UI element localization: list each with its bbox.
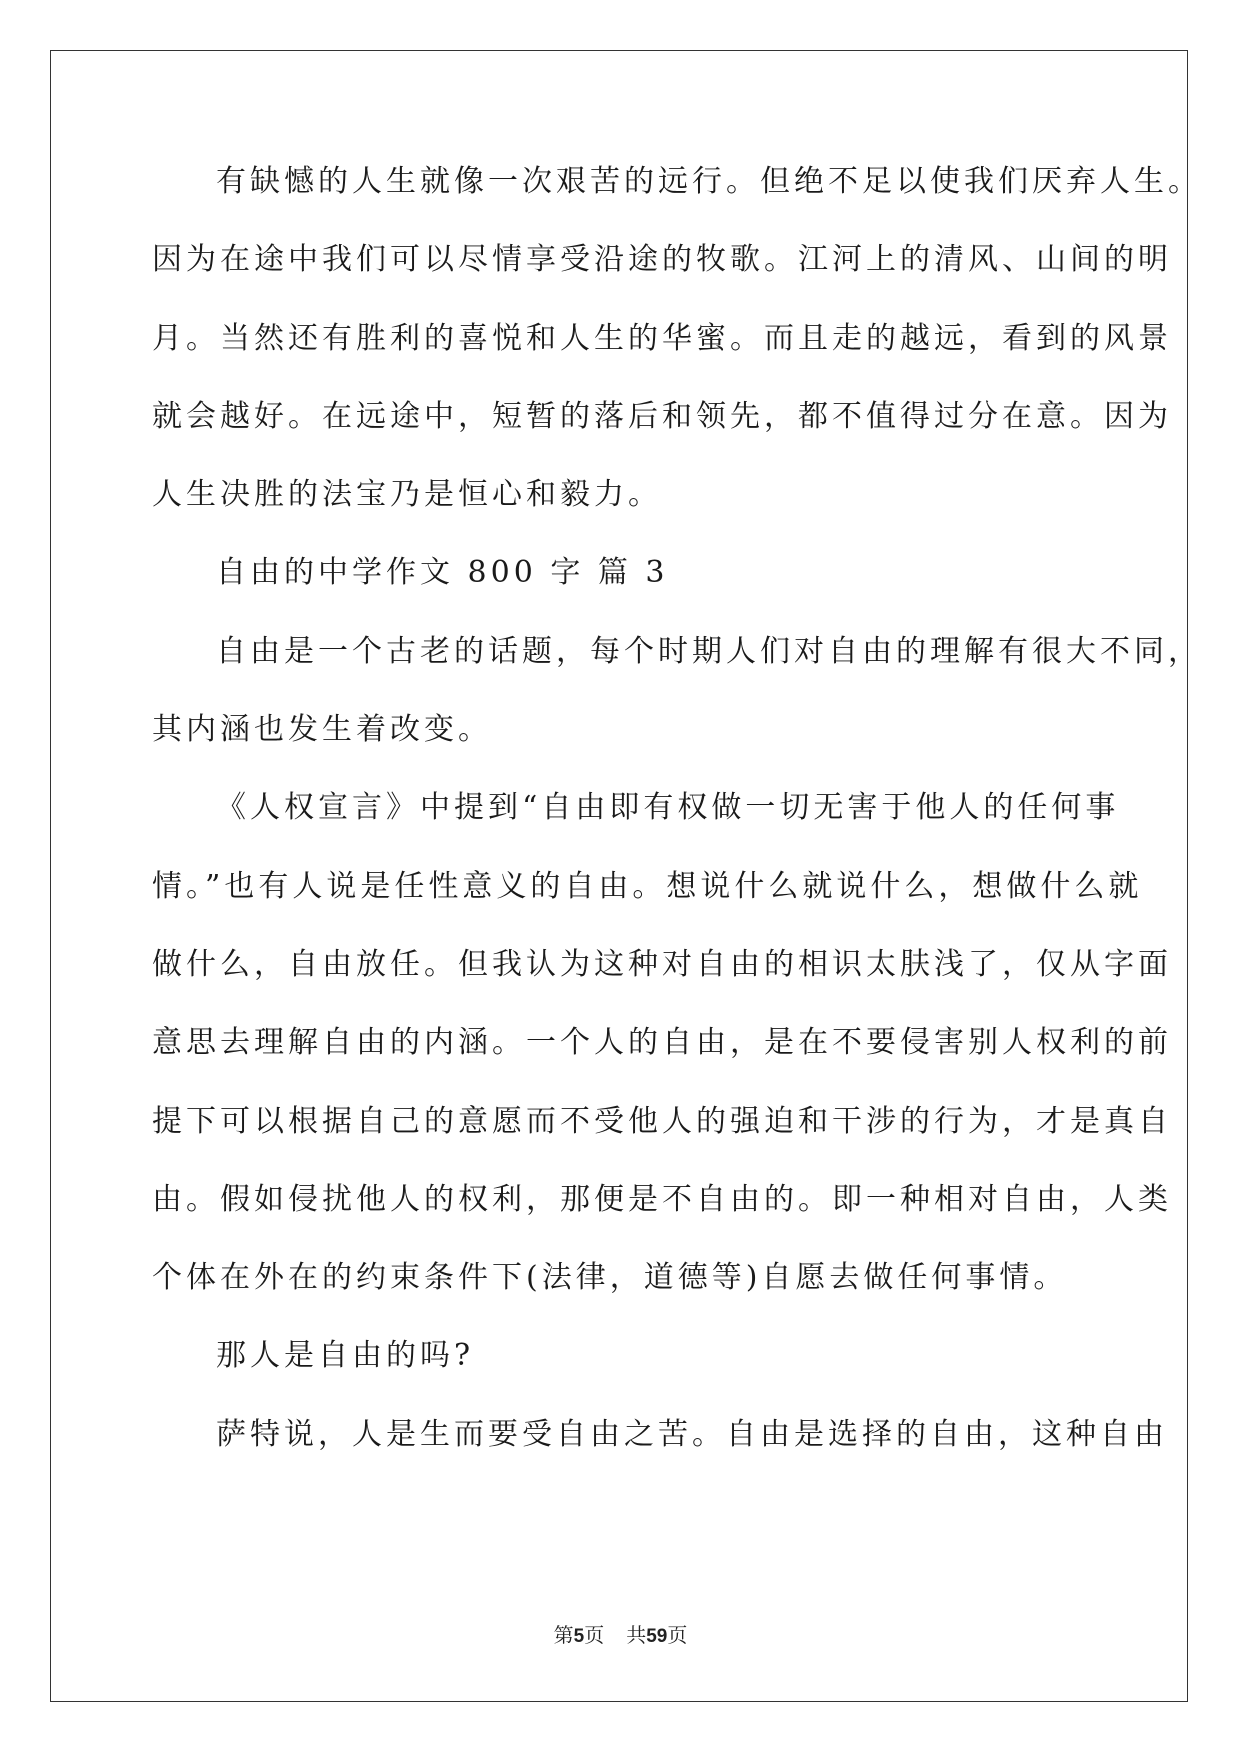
document-body — [152, 162, 1202, 1493]
total-pages: 59 — [646, 1626, 668, 1647]
text-line: 自由是一个古老的话题，每个时期人们对自由的理解有很大不同， — [216, 633, 1202, 669]
text-line: 由。假如侵扰他人的权利，那便是不自由的。即一种相对自由，人类 — [152, 1181, 1172, 1217]
text-line: 有缺憾的人生就像一次艰苦的远行。但绝不足以使我们厌弃人生。 — [216, 164, 1202, 199]
text-line: 那人是自由的吗? — [216, 1338, 475, 1374]
text-line: 因为在途中我们可以尽情享受沿途的牧歌。江河上的清风、山间的明 — [152, 242, 1172, 278]
text-line: 个体在外在的约束条件下(法律，道德等)自愿去做任何事情。 — [152, 1260, 1068, 1296]
text-line: 就会越好。在远途中，短暂的落后和领先，都不值得过分在意。因为 — [152, 398, 1172, 434]
text-line: 情。”也有人说是任性意义的自由。想说什么就说什么，想做什么就 — [152, 868, 1143, 904]
page-suffix: 页 — [584, 1625, 605, 1647]
total-prefix: 共 — [626, 1625, 647, 1647]
text-line: 提下可以根据自己的意愿而不受他人的强迫和干涉的行为，才是真自 — [152, 1103, 1172, 1139]
text-line: 意思去理解自由的内涵。一个人的自由，是在不要侵害别人权利的前 — [152, 1025, 1172, 1061]
text-line: 人生决胜的法宝乃是恒心和毅力。 — [152, 477, 662, 513]
page-footer — [0, 1619, 1241, 1648]
section-heading: 自由的中学作文 800 字 篇 3 — [216, 555, 669, 591]
text-line: 做什么，自由放任。但我认为这种对自由的相识太肤浅了，仅从字面 — [152, 946, 1172, 982]
text-line: 其内涵也发生着改变。 — [152, 712, 492, 748]
total-suffix: 页 — [667, 1625, 688, 1647]
page-number: 5 — [573, 1626, 585, 1647]
text-line: 萨特说，人是生而要受自由之苦。自由是选择的自由，这种自由 — [216, 1416, 1168, 1452]
page-prefix: 第 — [553, 1625, 574, 1647]
text-line: 《人权宣言》中提到“自由即有权做一切无害于他人的任何事 — [216, 790, 1120, 826]
text-line: 月。当然还有胜利的喜悦和人生的华蜜。而且走的越远，看到的风景 — [152, 320, 1172, 356]
